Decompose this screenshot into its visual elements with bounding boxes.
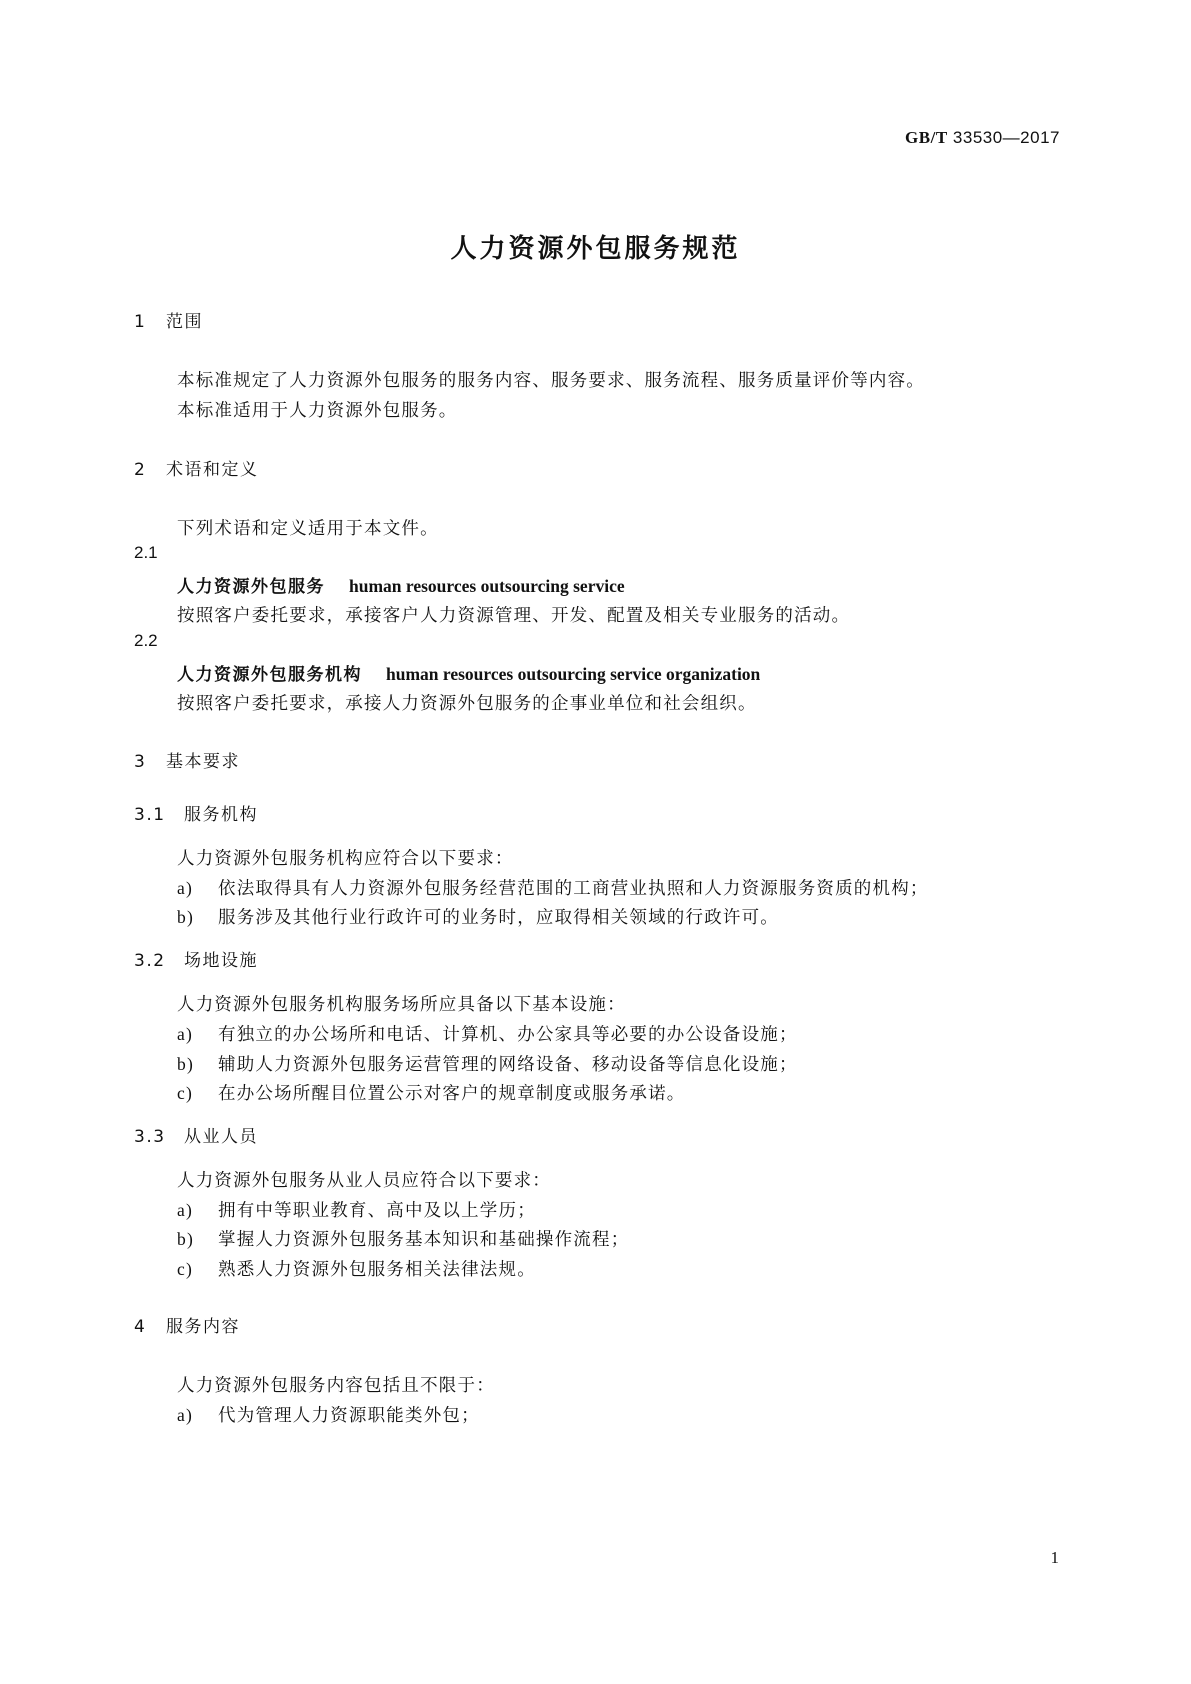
list-marker: c): [177, 1083, 193, 1103]
subsection-number: 3.2: [134, 951, 166, 971]
paragraph: 人力资源外包服务机构服务场所应具备以下基本设施：: [177, 995, 626, 1015]
term-entry: [177, 660, 760, 685]
list-text: 有独立的办公场所和电话、计算机、办公家具等必要的办公设备设施；: [218, 1025, 798, 1045]
section-number: 3: [134, 752, 147, 772]
list-item: [177, 1256, 536, 1281]
paragraph: 下列术语和定义适用于本文件。: [177, 519, 439, 539]
list-text: 掌握人力资源外包服务基本知识和基础操作流程；: [218, 1230, 630, 1250]
section-number: 4: [134, 1317, 147, 1337]
list-marker: a): [177, 1200, 193, 1220]
list-item: [177, 1197, 536, 1222]
section-title: 范围: [166, 312, 203, 332]
list-text: 代为管理人力资源职能类外包；: [218, 1406, 480, 1426]
list-marker: a): [177, 878, 193, 898]
list-item: [177, 1051, 798, 1076]
paragraph: 人力资源外包服务内容包括且不限于：: [177, 1376, 495, 1396]
standard-code: [905, 128, 1060, 148]
list-marker: c): [177, 1259, 193, 1279]
term-definition: 按照客户委托要求，承接人力资源外包服务的企事业单位和社会组织。: [177, 694, 757, 714]
standard-prefix: GB/T: [905, 128, 948, 147]
section-title: 术语和定义: [166, 460, 259, 480]
term-number: 2.1: [134, 543, 158, 562]
section-title: 服务内容: [166, 1317, 240, 1337]
list-text: 服务涉及其他行业行政许可的业务时，应取得相关领域的行政许可。: [218, 908, 779, 928]
section-4-heading: [134, 1312, 240, 1337]
term-zh: 人力资源外包服务: [177, 577, 325, 597]
list-item: [177, 1021, 798, 1046]
list-text: 辅助人力资源外包服务运营管理的网络设备、移动设备等信息化设施；: [218, 1055, 798, 1075]
subsection-title: 从业人员: [184, 1127, 258, 1147]
section-1-heading: [134, 307, 203, 332]
term-zh: 人力资源外包服务机构: [177, 665, 362, 685]
section-2-heading: [134, 455, 259, 480]
list-marker: b): [177, 1054, 194, 1074]
list-item: [177, 875, 929, 900]
page-number: 1: [1050, 1548, 1059, 1567]
list-marker: b): [177, 907, 194, 927]
section-number: 2: [134, 460, 147, 480]
term-definition: 按照客户委托要求，承接客户人力资源管理、开发、配置及相关专业服务的活动。: [177, 606, 851, 626]
list-item: [177, 1226, 629, 1251]
list-text: 熟悉人力资源外包服务相关法律法规。: [218, 1260, 536, 1280]
subsection-number: 3.1: [134, 805, 166, 825]
list-item: [177, 1080, 686, 1105]
list-text: 拥有中等职业教育、高中及以上学历；: [218, 1201, 536, 1221]
list-text: 在办公场所醒目位置公示对客户的规章制度或服务承诺。: [218, 1084, 686, 1104]
subsection-title: 场地设施: [184, 951, 258, 971]
paragraph: 本标准适用于人力资源外包服务。: [177, 401, 458, 421]
list-item: [177, 1402, 480, 1427]
list-marker: a): [177, 1405, 193, 1425]
paragraph: 人力资源外包服务从业人员应符合以下要求：: [177, 1171, 551, 1191]
subsection-3-2-heading: [134, 946, 258, 971]
section-number: 1: [134, 312, 147, 332]
term-number: 2.2: [134, 631, 158, 650]
paragraph: 本标准规定了人力资源外包服务的服务内容、服务要求、服务流程、服务质量评价等内容。: [177, 371, 925, 391]
subsection-number: 3.3: [134, 1127, 166, 1147]
standard-number: 33530—2017: [952, 128, 1060, 147]
list-marker: a): [177, 1024, 193, 1044]
section-title: 基本要求: [166, 752, 240, 772]
subsection-3-3-heading: [134, 1122, 258, 1147]
subsection-3-1-heading: [134, 800, 258, 825]
term-entry: [177, 572, 625, 597]
list-text: 依法取得具有人力资源外包服务经营范围的工商营业执照和人力资源服务资质的机构；: [218, 879, 929, 899]
section-3-heading: [134, 747, 240, 772]
document-title: 人力资源外包服务规范: [450, 234, 741, 264]
paragraph: 人力资源外包服务机构应符合以下要求：: [177, 849, 514, 869]
list-item: [177, 904, 779, 929]
term-en: human resources outsourcing service: [349, 576, 625, 596]
term-en: human resources outsourcing service organization: [386, 664, 761, 684]
list-marker: b): [177, 1229, 194, 1249]
subsection-title: 服务机构: [184, 805, 258, 825]
